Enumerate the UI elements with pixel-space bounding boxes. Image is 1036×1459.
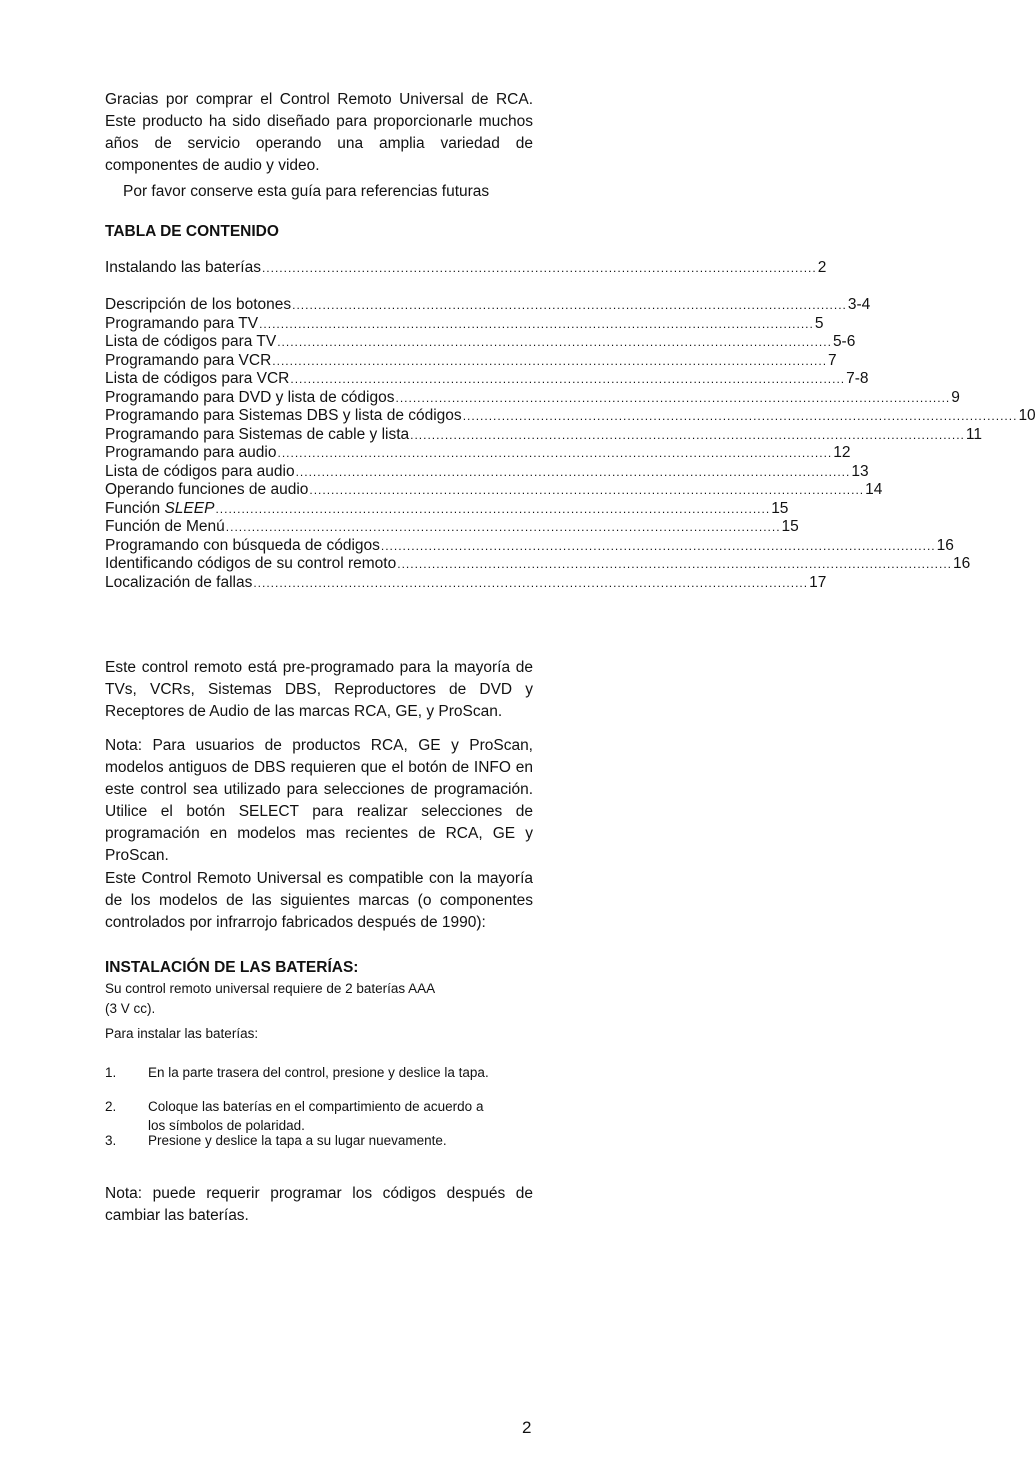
toc-entry-label: Localización de fallas	[105, 573, 253, 591]
toc-entry-page: 13	[851, 462, 869, 480]
battery-install-lead: Para instalar las baterías:	[105, 1026, 259, 1041]
toc-leader-dots: ................................................................................................................................	[462, 409, 1018, 423]
toc-entry-label-prefix: Función	[105, 499, 165, 517]
toc-leader-dots: ................................................................................................................................	[259, 316, 814, 331]
toc-entry-label: Lista de códigos para audio	[105, 462, 295, 480]
toc-leader-dots: ................................................................................................................................	[261, 261, 817, 275]
toc-entry	[105, 333, 856, 352]
battery-requirement-line: Su control remoto universal requiere de 2 baterías AAA	[105, 981, 436, 996]
toc-entry-label: Instalando las baterías	[105, 259, 261, 276]
toc-entry	[105, 481, 883, 500]
toc-leader-dots: ................................................................................................................................	[292, 298, 847, 312]
toc-entry	[105, 314, 824, 334]
toc-entry	[105, 370, 869, 389]
toc-entry-label: Programando para Sistemas DBS y lista de códigos	[105, 407, 462, 424]
toc-entry-page: 16	[952, 555, 971, 572]
toc-leader-dots: ................................................................................................................................	[295, 464, 851, 479]
install-step-line: los símbolos de polaridad.	[148, 1118, 305, 1133]
toc-entry-page: 10	[1018, 407, 1036, 424]
toc-leader-dots: ................................................................................................................................	[397, 557, 952, 571]
toc-entry-label: Programando para DVD y lista de códigos	[105, 388, 395, 406]
toc-entry	[105, 536, 954, 556]
toc-leader-dots: ................................................................................................................................	[253, 575, 809, 590]
toc-entry-page: 9	[951, 388, 960, 406]
toc-entry-label: Programando para TV	[105, 314, 259, 332]
toc-entry	[105, 444, 851, 463]
toc-entry-label: Lista de códigos para VCR	[105, 370, 290, 387]
toc-entry-page: 17	[809, 573, 827, 591]
toc-entry	[105, 425, 982, 445]
toc-leader-dots: ................................................................................................................................	[215, 501, 771, 516]
toc-entry	[105, 296, 871, 315]
toc-entry	[105, 462, 869, 482]
toc-entry-page: 5	[814, 314, 824, 332]
toc-leader-dots: ................................................................................................................................	[290, 372, 846, 386]
toc-first	[105, 259, 827, 278]
toc-entry-label: Operando funciones de audio	[105, 481, 309, 498]
toc-leader-dots: ................................................................................................................................	[277, 335, 832, 349]
install-step-number: 3.	[105, 1133, 117, 1148]
toc-entry-page: 2	[817, 259, 827, 276]
toc-entry-page: 5-6	[832, 333, 856, 350]
page-number: 2	[522, 1418, 532, 1437]
toc-entry-label: Lista de códigos para TV	[105, 333, 277, 350]
toc-entry	[105, 573, 827, 593]
toc-leader-dots: ................................................................................................................................	[410, 427, 965, 442]
toc-entry-page: 16	[936, 536, 954, 554]
toc-entry-page: 12	[833, 444, 851, 461]
toc-leader-dots: ................................................................................................................................	[380, 538, 936, 553]
toc-entry-label-italic: SLEEP	[164, 499, 215, 517]
toc-entry-page: 7	[828, 351, 837, 369]
toc-entry-label: Programando para VCR	[105, 351, 272, 369]
keep-guide-note: Por favor conserve esta guía para referencias futuras	[123, 183, 490, 200]
battery-requirement	[105, 979, 435, 1019]
toc-entry-page: 7-8	[846, 370, 869, 387]
battery-note-paragraph: Nota: puede requerir programar los códigos después de cambiar las baterías.	[105, 1185, 533, 1224]
toc-leader-dots: ................................................................................................................................	[395, 390, 951, 405]
install-step-number: 2.	[105, 1099, 117, 1114]
toc-entry	[105, 555, 971, 574]
toc-leader-dots: ................................................................................................................................	[272, 353, 828, 368]
toc-entry-page: 14	[865, 481, 883, 498]
toc-title: TABLA DE CONTENIDO	[105, 223, 279, 240]
toc-entry-page: 3-4	[847, 296, 871, 313]
install-step-text: En la parte trasera del control, presione y deslice la tapa.	[148, 1065, 489, 1080]
toc-leader-dots: ................................................................................................................................	[277, 446, 833, 460]
toc-entry-label: Identificando códigos de su control remoto	[105, 555, 397, 572]
toc-entry	[105, 499, 789, 519]
toc-entry	[105, 351, 837, 371]
toc-entry-label: Programando para audio	[105, 444, 277, 461]
preprogrammed-paragraph: Este control remoto está pre-programado para la mayoría de TVs, VCRs, Sistemas DBS, Reproductores de DVD y Receptores de Audio de las marcas RCA, GE, y ProScan.	[105, 659, 533, 720]
dbs-note-paragraph: Nota: Para usuarios de productos RCA, GE y ProScan, modelos antiguos de DBS requieren que el botón de INFO en este control sea utilizado para selecciones de programación. Utilice el botón SELECT para realizar selecciones de programación en modelos mas recientes de RCA, GE y ProScan.	[105, 737, 533, 864]
toc-entry-page: 15	[771, 499, 789, 517]
toc-leader-dots: ................................................................................................................................	[309, 483, 865, 497]
toc-entry	[105, 388, 960, 408]
compatibility-paragraph: Este Control Remoto Universal es compatible con la mayoría de los modelos de las siguientes marcas (o componentes controlados por infrarrojo fabricados después de 1990):	[105, 870, 533, 931]
toc-entry-label	[105, 500, 214, 519]
toc-entry	[105, 518, 799, 537]
toc-entry-label: Programando con búsqueda de códigos	[105, 536, 380, 554]
toc-entry-label: Programando para Sistemas de cable y lista	[105, 425, 410, 443]
toc-entry-page: 11	[965, 425, 982, 443]
battery-voltage-line: (3 V cc).	[105, 1001, 156, 1016]
install-step-text: Presione y deslice la tapa a su lugar nuevamente.	[148, 1133, 447, 1148]
install-step-line: Coloque las baterías en el compartimiento de acuerdo a	[148, 1099, 484, 1114]
battery-install-title: INSTALACIÓN DE LAS BATERÍAS:	[105, 959, 359, 976]
toc-list	[105, 296, 1036, 592]
toc-entry-label: Función de Menú	[105, 518, 225, 535]
install-step-text	[148, 1097, 483, 1135]
toc-leader-dots: ................................................................................................................................	[225, 520, 781, 534]
intro-paragraph: Gracias por comprar el Control Remoto Universal de RCA. Este producto ha sido diseñado para proporcionarle muchos años de servicio operando una amplia variedad de componentes de audio y video.	[105, 91, 533, 174]
toc-entry	[105, 259, 827, 278]
toc-entry-label: Descripción de los botones	[105, 296, 292, 313]
install-step-number: 1.	[105, 1065, 117, 1080]
toc-entry-page: 15	[781, 518, 799, 535]
toc-entry	[105, 407, 1036, 426]
